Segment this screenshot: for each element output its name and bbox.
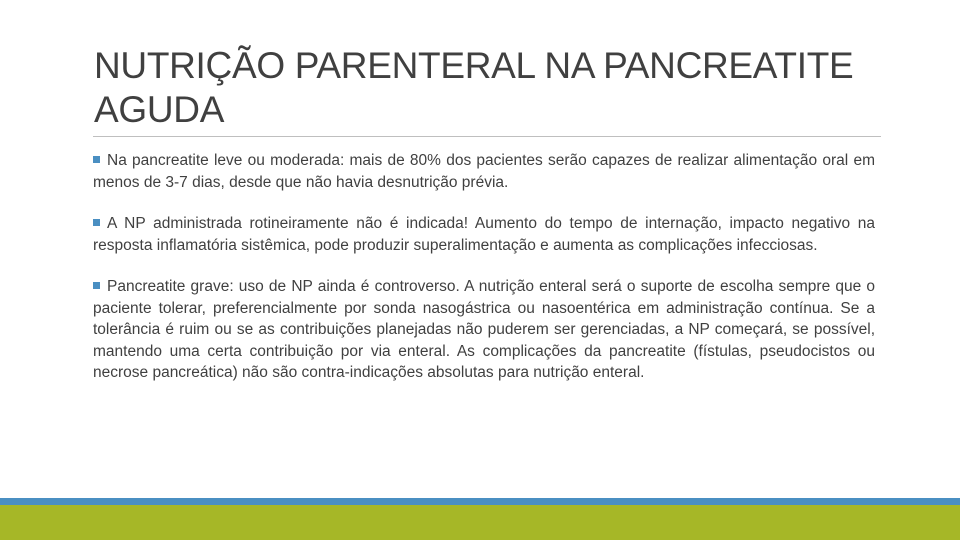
bullet-text: Pancreatite grave: uso de NP ainda é controverso. A nutrição enteral será o suporte de escolha sempre que o paciente tolerar, preferencialmente por sonda nasogástrica ou nasoentérica em administração contínua. Se a tolerância é ruim ou se as contribuições planejadas não puderem ser gerenciadas, a NP começará, se possível, mantendo uma certa contribuição por via enteral. As complicações da pancreatite (fístulas, pseudocistos ou necrose pancreática) não são contra-indicações absolutas para nutrição enteral. <box>93 278 875 381</box>
bullet-item <box>93 213 875 256</box>
footer-band-blue <box>0 498 960 505</box>
square-bullet-icon <box>93 219 100 226</box>
slide-content <box>93 150 875 404</box>
bullet-text: A NP administrada rotineiramente não é indicada! Aumento do tempo de internação, impacto negativo na resposta inflamatória sistêmica, pode produzir superalimentação e aumenta as complicações infecciosas. <box>93 215 875 254</box>
title-divider <box>93 136 881 137</box>
square-bullet-icon <box>93 282 100 289</box>
slide-title: NUTRIÇÃO PARENTERAL NA PANCREATITE AGUDA <box>94 45 854 130</box>
footer-band-green <box>0 505 960 540</box>
bullet-item <box>93 150 875 193</box>
bullet-text: Na pancreatite leve ou moderada: mais de 80% dos pacientes serão capazes de realizar alimentação oral em menos de 3-7 dias, desde que não havia desnutrição prévia. <box>93 152 875 191</box>
bullet-item <box>93 276 875 384</box>
square-bullet-icon <box>93 156 100 163</box>
